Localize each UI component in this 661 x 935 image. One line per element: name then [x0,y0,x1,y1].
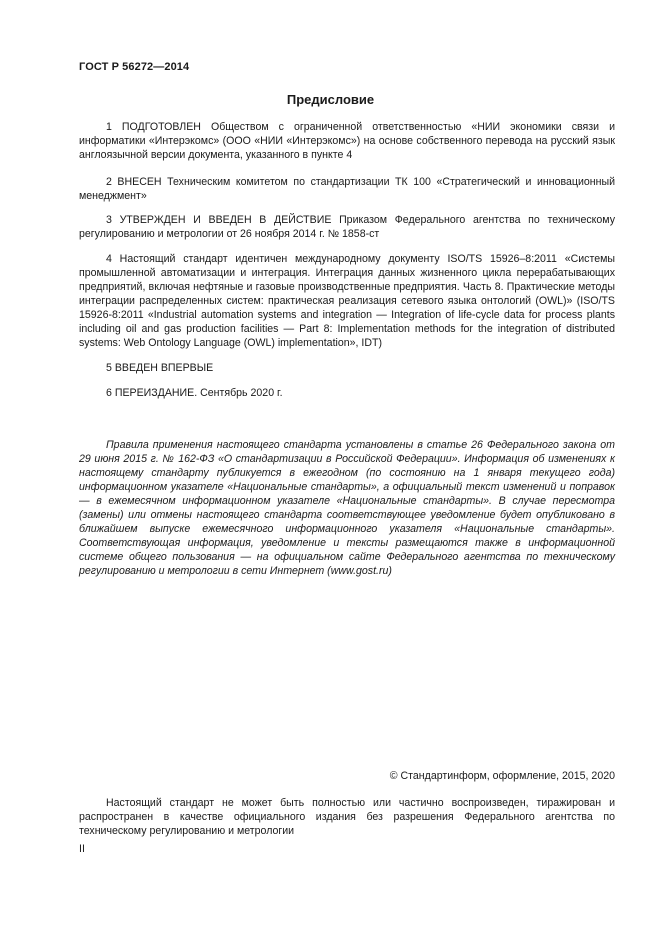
preface-item-2: 2 ВНЕСЕН Техническим комитетом по стандартизации ТК 100 «Стратегический и инновационный менеджмент» [79,176,615,202]
standard-number: ГОСТ Р 56272—2014 [79,61,190,73]
preface-item-1: 1 ПОДГОТОВЛЕН Обществом с ограниченной ответственностью «НИИ экономики связи и информатики «Интерэкомс» (ООО «НИИ «Интерэкомс») на основе собственного перевода на русский язык англоязычной версии документа, указанного в пункте 4 [79,121,615,161]
page-number: II [79,843,85,855]
copyright-notice: © Стандартинформ, оформление, 2015, 2020 [389,770,615,782]
preface-item-5: 5 ВВЕДЕН ВПЕРВЫЕ [106,362,214,374]
reproduction-notice: Настоящий стандарт не может быть полностью или частично воспроизведен, тиражирован и распространен в качестве официального издания без разрешения Федерального агентства по техническому регулированию и метрологии [79,797,615,837]
preface-item-3: 3 УТВЕРЖДЕН И ВВЕДЕН В ДЕЙСТВИЕ Приказом Федерального агентства по техническому регулированию и метрологии от 26 ноября 2014 г. № 1858-ст [79,214,615,240]
preface-item-4: 4 Настоящий стандарт идентичен международному документу ISO/TS 15926–8:2011 «Системы промышленной автоматизации и интеграция. Интеграция данных жизненного цикла перерабатывающих предприятий, включая нефтяные и газовые производственные предприятия. Часть 8. Практические методы интеграции распределенных систем: практическая реализация сетевого языка онтологий (OWL)» (ISO/TS 15926-8:2011 «Industrial automation systems and integration — Integration of life-cycle data for process plants including oil and gas production facilities — Part 8: Implementation methods for the integration of distributed systems: Web Ontology Language (OWL) implementation», IDT) [79,253,615,349]
preface-title: Предисловие [286,92,375,107]
preface-item-6: 6 ПЕРЕИЗДАНИЕ. Сентябрь 2020 г. [106,387,283,399]
rules-notice: Правила применения настоящего стандарта установлены в статье 26 Федерального закона от 29 июня 2015 г. № 162-ФЗ «О стандартизации в Российской Федерации». Информация об изменениях к настоящему стандарту публикуется в ежегодном (по состоянию на 1 января текущего года) информационном указателе «Национальные стандарты», а официальный текст изменений и поправок — в ежемесячном информационном указателе «Национальные стандарты». В случае пересмотра (замены) или отмены настоящего стандарта соответствующее уведомление будет опубликовано в ближайшем выпуске ежемесячного информационного указателя «Национальные стандарты». Соответствующая информация, уведомление и тексты размещаются также в информационной системе общего пользования — на официальном сайте Федерального агентства по техническому регулированию и метрологии в сети Интернет (www.gost.ru) [79,439,615,577]
